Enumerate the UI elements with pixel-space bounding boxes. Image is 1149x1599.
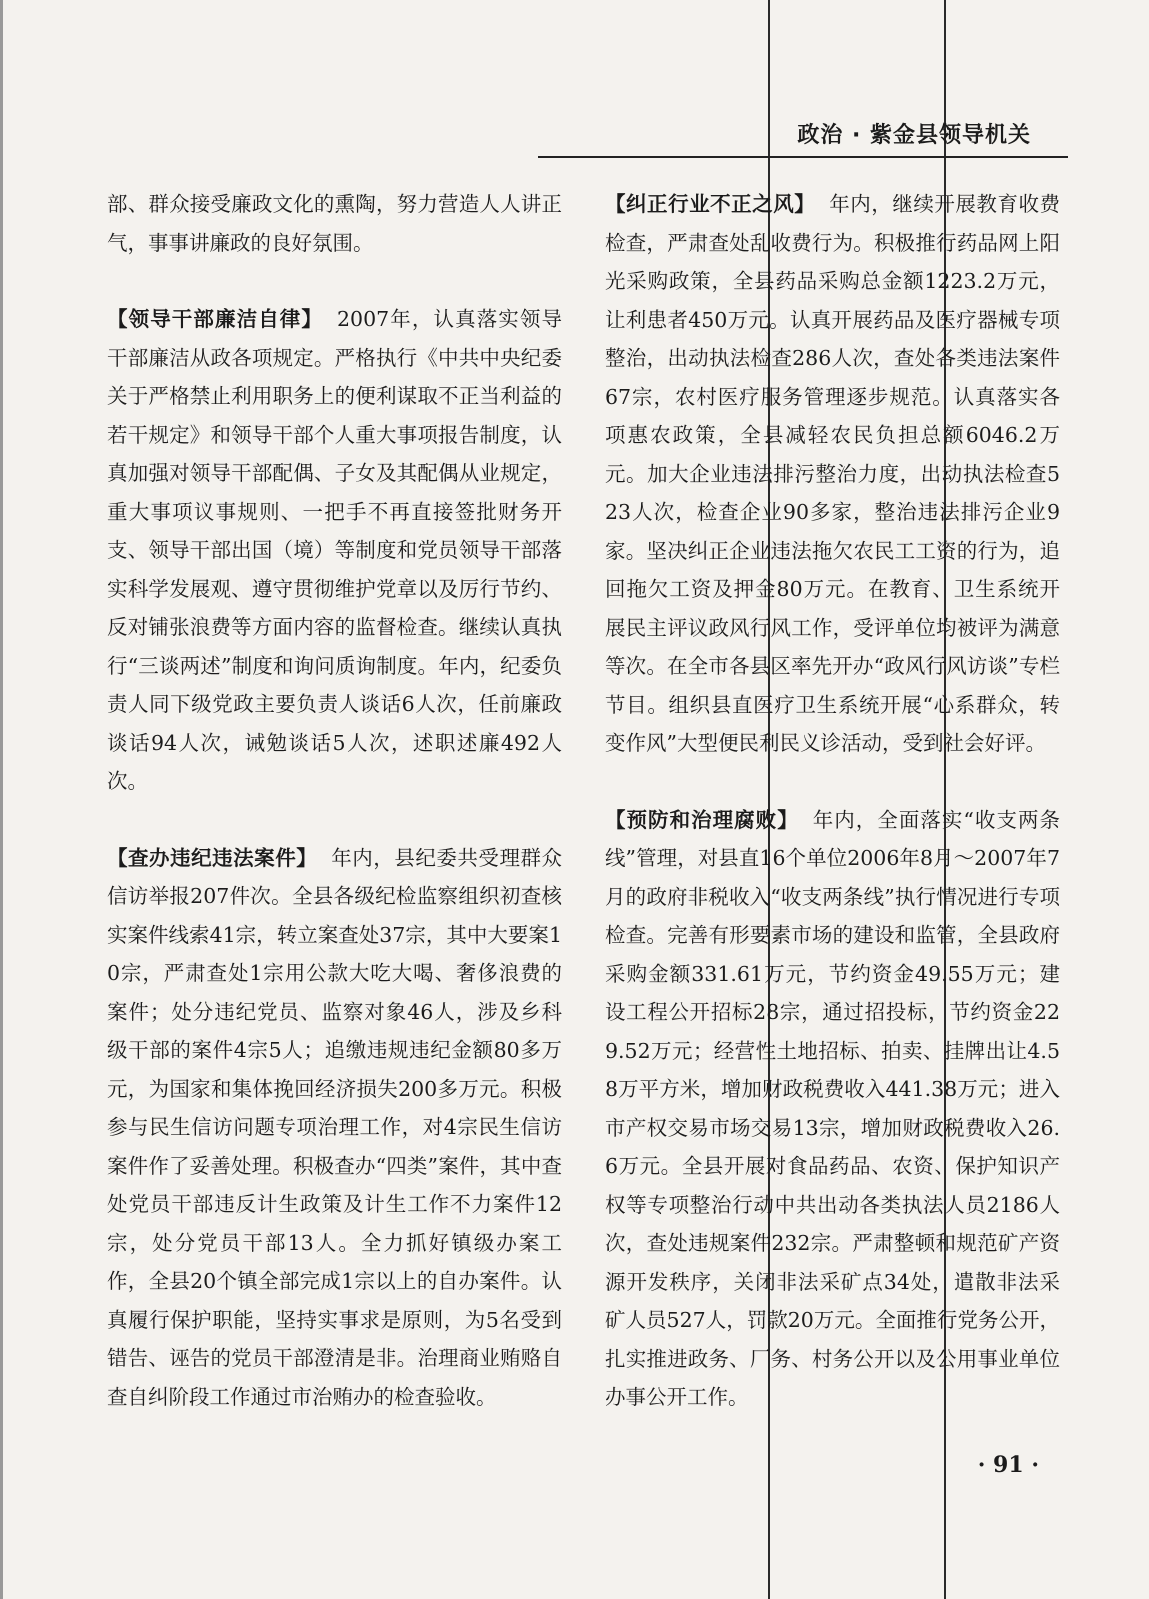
paragraph-industry-misconduct: 【纠正行业不正之风】 年内，继续开展教育收费检查，严肃查处乱收费行为。积极推行药品网上阳光采购政策，全县药品采购总金额1223.2万元，让利患者450万元。认真开展药品及医疗器械专项整治，出动执法检查286人次，查处各类违法案件67宗，农村医疗服务管理逐步规范。认真落实各项惠农政策，全县减轻农民负担总额6046.2万元。加大企业违法排污整治力度，出动执法检查523人次，检查企业90多家，整治违法排污企业9家。坚决纠正企业违法拖欠农民工工资的行为，追回拖欠工资及押金80万元。在教育、卫生系统开展民主评议政风行风工作，受评单位均被评为满意等次。在全市各县区率先开办“政风行风访谈”专栏节目。组织县直医疗卫生系统开展“心系群众，转变作风”大型便民利民义诊活动，受到社会好评。 — [605, 192, 1060, 755]
left-column — [107, 185, 562, 1454]
paragraph-continuation: 部、群众接受廉政文化的熏陶，努力营造人人讲正气，事事讲廉政的良好氛围。 — [107, 192, 562, 255]
section-heading: 【预防和治理腐败】 — [605, 807, 799, 832]
paragraph-corruption-prevention: 【预防和治理腐败】 年内，全面落实“收支两条线”管理，对县直16个单位2006年8月～2007年7月的政府非税收入“收支两条线”执行情况进行专项检查。完善有形要素市场的建设和监管，全县政府采购金额331.61万元，节约资金49.55万元；建设工程公开招标28宗，通过招投标，节约资金229.52万元；经营性土地招标、拍卖、挂牌出让4.58万平方米，增加财政税费收入441.38万元；进入市产权交易市场交易13宗，增加财政税费收入26.6万元。全县开展对食品药品、农资、保护知识产权等专项整治行动中共出动各类执法人员2186人次，查处违规案件232宗。严肃整顿和规范矿产资源开发秩序，关闭非法采矿点34处，遣散非法采矿人员527人，罚款20万元。全面推行党务公开，扎实推进政务、厂务、村务公开以及公用事业单位办事公开工作。 — [605, 807, 1060, 1409]
scan-line-left-edge — [0, 0, 3, 1599]
section-heading: 【领导干部廉洁自律】 — [107, 307, 324, 331]
section-heading: 【纠正行业不正之风】 — [605, 192, 816, 216]
page-number: · 91 · — [977, 1452, 1039, 1478]
running-header: 政治 · 紫金县领导机关 — [797, 123, 1031, 148]
paragraph-case-investigation: 【查办违纪违法案件】 年内，县纪委共受理群众信访举报207件次。全县各级纪检监察组织初查核实案件线索41宗，转立案查处37宗，其中大要案10宗，严肃查处1宗用公款大吃大喝、奢侈浪费的案件；处分违纪党员、监察对象46人，涉及乡科级干部的案件4宗5人；追缴违规违纪金额80多万元，为国家和集体挽回经济损失200多万元。积极参与民生信访问题专项治理工作，对4宗民生信访案件作了妥善处理。积极查办“四类”案件，其中查处党员干部违反计生政策及计生工作不力案件12宗，处分党员干部13人。全力抓好镇级办案工作，全县20个镇全部完成1宗以上的自办案件。认真履行保护职能，坚持实事求是原则，为5名受到错告、诬告的党员干部澄清是非。治理商业贿赂自查自纠阶段工作通过市治贿办的检查验收。 — [107, 845, 562, 1409]
paragraph-leader-integrity: 【领导干部廉洁自律】 2007年，认真落实领导干部廉洁从政各项规定。严格执行《中共中央纪委关于严格禁止利用职务上的便利谋取不正当利益的若干规定》和领导干部个人重大事项报告制度，认真加强对领导干部配偶、子女及其配偶从业规定，重大事项议事规则、一把手不再直接签批财务开支、领导干部出国（境）等制度和党员领导干部落实科学发展观、遵守贯彻维护党章以及厉行节约、反对铺张浪费等方面内容的监督检查。继续认真执行“三谈两述”制度和询问质询制度。年内，纪委负责人同下级党政主要负责人谈话6人次，任前廉政谈话94人次，诫勉谈话5人次，述职述廉492人次。 — [107, 307, 562, 793]
header-rule — [538, 156, 1068, 158]
section-heading: 【查办违纪违法案件】 — [107, 845, 318, 870]
right-column — [605, 185, 1060, 1455]
